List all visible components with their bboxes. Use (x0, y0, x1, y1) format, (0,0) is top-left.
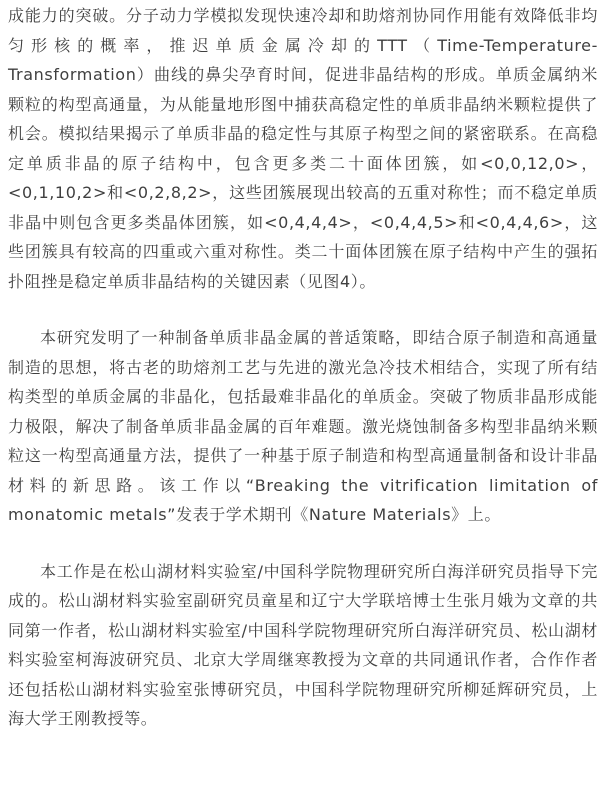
paragraph-acknowledgements: 本工作是在松山湖材料实验室/中国科学院物理研究所白海洋研究员指导下完成的。松山湖材料实验室副研究员童星和辽宁大学联培博士生张月娥为文章的共同第一作者，松山湖材料实验室/中国科学院物理研究所白海洋研究员、松山湖材料实验室柯海波研究员、北京大学周继寒教授为文章的共同通讯作者，合作作者还包括松山湖材料实验室张博研究员，中国科学院物理研究所柳延辉研究员，上海大学王刚教授等。 (8, 561, 598, 728)
paragraph-research-summary: 本研究发明了一种制备单质非晶金属的普适策略，即结合原子制造和高通量制造的思想，将古老的助熔剂工艺与先进的激光急冷技术相结合，实现了所有结构类型的单质金属的非晶化，包括最难非晶化的单质金。突破了物质非晶形成能力极限，解决了制备单质非晶金属的百年难题。激光烧蚀制备多构型非晶纳米颗粒这一构型高通量方法，提供了一种基于原子制造和构型高通量制备和设计非晶材料的新思路。该工作以“Breaking the vitrification limitation of monatomic metals”发表于学术期刊《Nature Materials》上。 (8, 328, 598, 524)
article-body (8, 0, 598, 734)
paragraph-simulation-results: 成能力的突破。分子动力学模拟发现快速冷却和助熔剂协同作用能有效降低非均匀形核的概率，推迟单质金属冷却的TTT（Time-Temperature-Transformation）曲线的鼻尖孕育时间，促进非晶结构的形成。单质金属纳米颗粒的构型高通量，为从能量地形图中捕获高稳定性的单质非晶纳米颗粒提供了机会。模拟结果揭示了单质非晶的稳定性与其原子构型之间的紧密联系。在高稳定单质非晶的原子结构中，包含更多类二十面体团簇，如<0,0,12,0>，<0,1,10,2>和<0,2,8,2>，这些团簇展现出较高的五重对称性；而不稳定单质非晶中则包含更多类晶体团簇，如<0,4,4,4>，<0,4,4,5>和<0,4,4,6>，这些团簇具有较高的四重或六重对称性。类二十面体团簇在原子结构中产生的强拓扑阻挫是稳定单质非晶结构的关键因素（见图4）。 (8, 6, 598, 291)
